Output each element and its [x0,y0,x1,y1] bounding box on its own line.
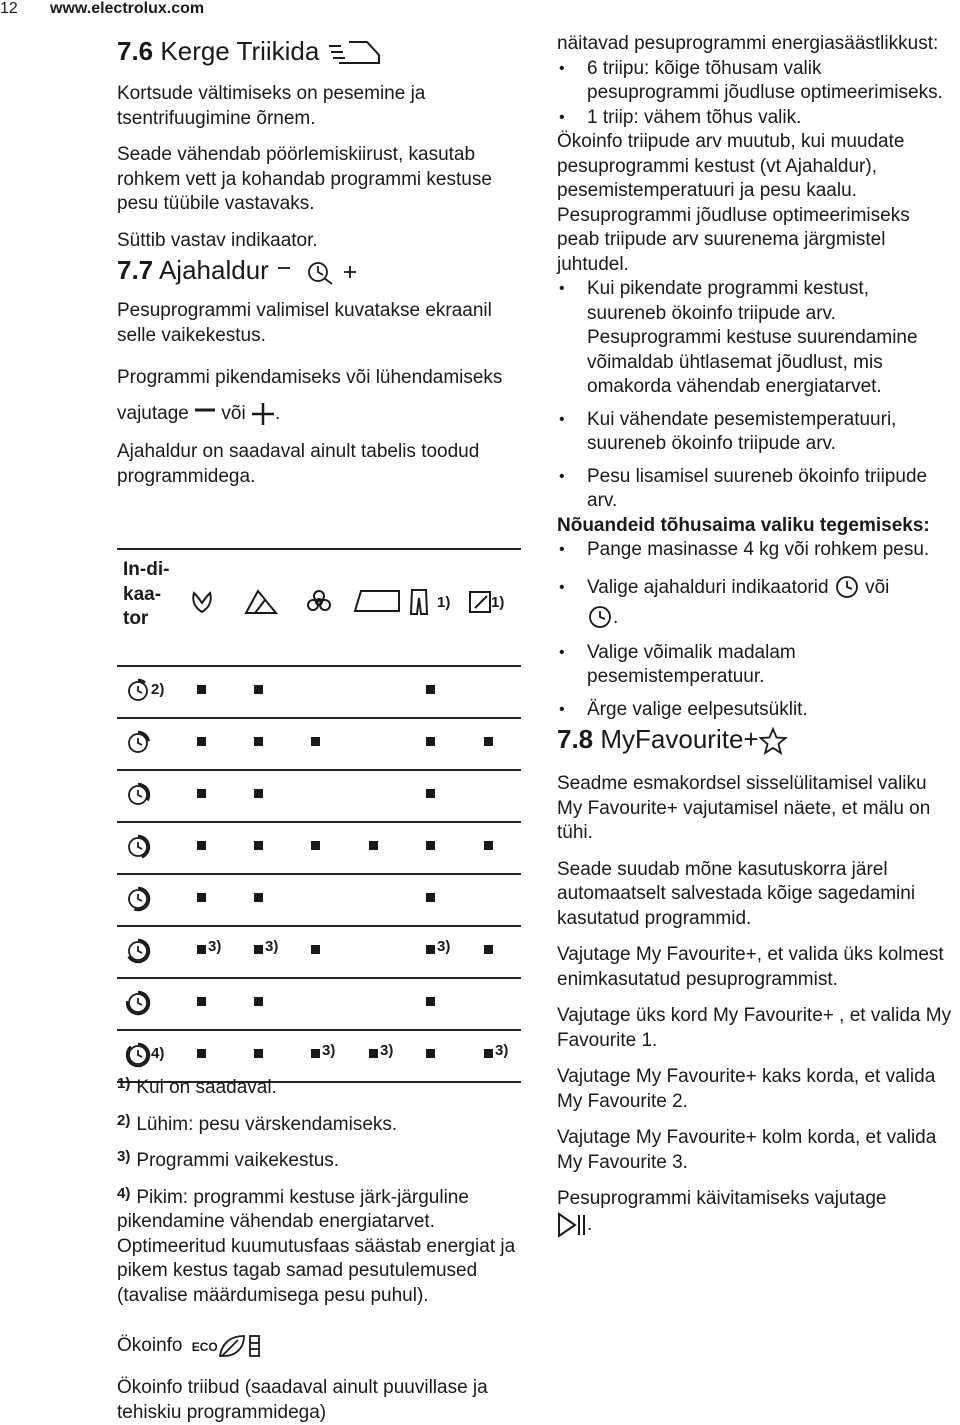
plus-icon [251,402,275,426]
section-number: 7.6 [117,36,154,66]
table-row [117,667,521,719]
anti-allergy-icon [467,588,493,616]
available-marker [311,737,320,746]
available-marker [311,1049,320,1058]
table-row [117,979,521,1031]
tip2-text-b: või [865,576,890,598]
duvet-icon [353,588,401,614]
footnote-marker: 1) [117,1075,131,1092]
cell-note: 3) [322,1042,336,1059]
s77-paragraph-1: Pesuprogrammi valimisel kuvatakse ekraanil selle vaikekestus. [117,300,492,346]
table-row [117,719,521,771]
clock-icon [587,604,613,630]
right-column [557,32,952,1238]
available-marker [426,945,435,954]
list-item [557,573,952,633]
s76-paragraph-2: Seade vähendab pöörlemiskiirust, kasutab rohkem vett ja kohandab programmi kestuse pesu tüübile vastavaks. [117,144,492,214]
footnote-4 [117,1182,527,1309]
cell-note: 3) [265,938,279,955]
clock-icon [834,574,860,600]
table-header [117,548,521,667]
delicates-icon [305,588,333,616]
s77-paragraph-2 [117,360,527,432]
available-marker [426,685,435,694]
clock-icon [126,730,152,756]
s78-paragraph-1: Seadme esmakordsel sisselülitamisel valiku My Favourite+ vajutamisel näete, et mälu on tühi. [557,773,931,843]
available-marker [426,997,435,1006]
available-marker [426,789,435,798]
page-number: 12 [0,0,18,17]
s78-paragraph-3: Vajutage My Favourite+, et valida üks kolmest enimkasutatud pesuprogrammist. [557,944,944,990]
clock-icon [126,990,152,1016]
available-marker [484,737,493,746]
section-number: 7.8 [557,724,594,754]
table-row [117,875,521,927]
available-marker [426,893,435,902]
list-item: • Kui vähendate pesemistemperatuuri, suureneb ökoinfo triipude arv. [557,408,952,457]
tip2-text-c: . [613,606,619,628]
available-marker [426,737,435,746]
cell-note: 3) [380,1042,394,1059]
s78-paragraph-2: Seade suudab mõne kasutuskorra järel automaatselt salvestada kõige sagedamini kasutatud programmid. [557,858,916,929]
available-marker [197,1049,206,1058]
minus-icon [194,404,216,424]
easy-iron-icon [327,39,383,67]
star-icon [759,727,787,755]
available-marker [311,945,320,954]
eco-leaf-bars-icon [218,1332,262,1360]
clock-icon [126,938,152,964]
available-marker [426,841,435,850]
eco-label: ECO [191,1340,218,1355]
footnote-text: Kui on saadaval. [136,1077,277,1098]
okoinfo-title [117,1332,527,1360]
section-7-7-title [117,253,527,287]
section-title: Kerge Triikida [160,36,320,66]
available-marker [311,841,320,850]
available-marker [254,997,263,1006]
section-7-8-title [557,722,952,756]
available-marker [197,685,206,694]
list-item: • 1 triip: vähem tõhus valik. [557,106,952,131]
footnote-text: Pikim: programmi kestuse järk-järguline pikendamine vähendab energiatarvet. Optimeeritud kuumutusfaas säästab energiat ja pikem kestus tagab samad pesutulemused (tavalise määrdumisega pesu puhul). [117,1186,516,1306]
tips-list [557,538,952,722]
s76-paragraph-3: Süttib vastav indikaator. [117,229,318,251]
footnotes [117,1072,527,1425]
cotton-icon [189,588,215,614]
jeans-icon [409,588,429,616]
s77-text-b: või [221,403,246,424]
list-item: • Kui pikendate programmi kestust, suureneb ökoinfo triipude arv. Pesuprogrammi kestuse suurendamine võimaldab ühtlasemat jõudlust, mis omakorda vähendab energiatarvet. [557,277,952,400]
minus-clock-plus-icon [276,258,362,286]
clock-icon [126,782,152,808]
time-manager-table [117,548,521,1083]
available-marker [254,841,263,850]
section-number: 7.7 [117,255,154,285]
available-marker [254,945,263,954]
list-item: • 6 triipu: kõige tõhusam valik pesuprogrammi jõudluse optimeerimiseks. [557,57,952,106]
header-note: 1) [437,594,451,611]
list-item: • Valige võimalik madalam pesemistemperatuur. [557,641,952,690]
available-marker [197,945,206,954]
s77-text-c: . [274,403,281,424]
row-note: 4) [151,1045,165,1062]
available-marker [369,1049,378,1058]
s77-text-a: Programmi pikendamiseks või lühendamiseks vajutage [117,367,503,424]
s78-paragraph-5: Vajutage My Favourite+ kaks korda, et valida My Favourite 2. [557,1066,936,1112]
s78-text-start: Pesuprogrammi käivitamiseks vajutage [557,1188,887,1209]
available-marker [484,1049,493,1058]
section-title: Ajahaldur [158,255,269,285]
increase-bullets [557,277,952,514]
synthetics-icon [243,588,279,616]
available-marker [197,737,206,746]
footnote-marker: 2) [117,1111,131,1129]
s78-text-end: . [587,1213,593,1235]
available-marker [197,893,206,902]
table-row [117,771,521,823]
footnote-marker: 3) [117,1148,131,1165]
clock-icon [126,1042,152,1068]
footnote-2 [117,1109,527,1138]
available-marker [254,1049,263,1058]
okoinfo-label: Ökoinfo [117,1335,183,1357]
start-pause-icon [557,1212,587,1238]
cell-note: 3) [437,938,451,955]
r-paragraph-1: näitavad pesuprogrammi energiasäästlikkust: [557,33,939,54]
available-marker [484,841,493,850]
list-item: • Ärge valige eelpesutsüklit. [557,698,952,723]
available-marker [197,789,206,798]
tip2-text-a: Valige ajahalduri indikaatorid [587,576,829,598]
section-title: MyFavourite+ [600,724,759,754]
available-marker [369,841,378,850]
clock-icon [126,834,152,860]
clock-icon [126,678,152,704]
available-marker [254,893,263,902]
s76-paragraph-1: Kortsude vältimiseks on pesemine ja tsentrifuugimine õrnem. [117,83,426,129]
table-body [117,667,521,1083]
site-url: www.electrolux.com [50,0,205,17]
available-marker [254,789,263,798]
row-note: 2) [151,681,165,698]
footnote-3 [117,1145,527,1174]
available-marker [254,737,263,746]
okoinfo-paragraph: Ökoinfo triibud (saadaval ainult puuvillase ja tehiskiu programmidega) [117,1377,488,1423]
table-row [117,823,521,875]
footnote-text: Lühim: pesu värskendamiseks. [136,1113,398,1135]
r-paragraph-3: Pesuprogrammi jõudluse optimeerimiseks peab triipude arv suurenema järgmistel juhtudel. [557,204,910,275]
cell-note: 3) [208,938,222,955]
available-marker [484,945,493,954]
r-paragraph-2: Ökoinfo triipude arv muutub, kui muudate pesuprogrammi kestust (vt Ajahaldur), pesemistemperatuuri ja pesu kaalu. [557,131,905,201]
available-marker [426,1049,435,1058]
list-item: • Pesu lisamisel suureneb ökoinfo triipude arv. [557,465,952,514]
eco-bullets [557,57,952,131]
indicator-header-label: In-di-kaa-tor [123,559,170,629]
cell-note: 3) [495,1042,509,1059]
footnote-1 [117,1072,527,1101]
footnote-marker: 4) [117,1184,131,1202]
available-marker [254,685,263,694]
footnote-text: Programmi vaikekestus. [136,1150,340,1171]
header-note: 1) [491,594,505,611]
s78-paragraph-6: Vajutage My Favourite+ kolm korda, et valida My Favourite 3. [557,1127,937,1173]
s78-paragraph-4: Vajutage üks kord My Favourite+ , et valida My Favourite 1. [557,1005,952,1051]
table-row [117,927,521,979]
left-column [117,34,527,489]
s78-paragraph-7 [557,1187,952,1238]
clock-icon [126,886,152,912]
tips-title: Nõuandeid tõhusaima valiku tegemiseks: [557,514,930,536]
available-marker [197,841,206,850]
list-item: • Pange masinasse 4 kg või rohkem pesu. [557,538,952,563]
available-marker [197,997,206,1006]
section-7-6-title [117,34,527,68]
s77-paragraph-3: Ajahaldur on saadaval ainult tabelis toodud programmidega. [117,441,480,487]
